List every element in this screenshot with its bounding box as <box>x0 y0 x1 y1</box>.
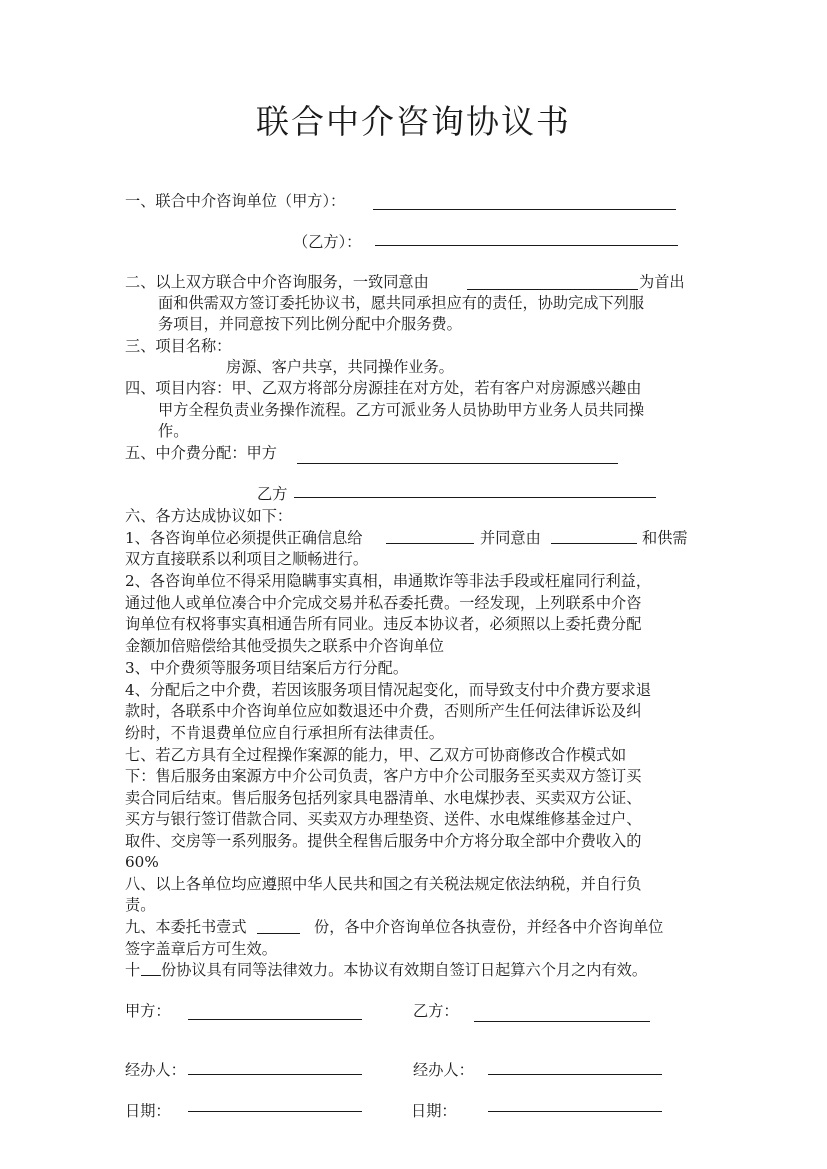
sig-party-a-blank[interactable] <box>188 1019 362 1020</box>
c2-line4: 金额加倍赔偿给其他受损失之联系中介咨询单位 <box>125 637 444 655</box>
s3-project-name: 房源、客户共享，共同操作业务。 <box>226 358 454 376</box>
s8-line2: 责。 <box>125 896 156 914</box>
sig-party-b-label: 乙方： <box>413 1002 459 1020</box>
fee-party-b-blank[interactable] <box>294 497 656 498</box>
s7-line6: 60% <box>125 853 159 871</box>
c1-text-b: 并同意由 <box>480 529 541 547</box>
s8-line1: 八、以上各单位均应遵照中华人民共和国之有关税法规定依法纳税，并自行负 <box>125 875 642 893</box>
c2-line2: 通过他人或单位凑合中介完成交易并私吞委托费。一经发现，上列联系中介咨 <box>125 594 642 612</box>
sig-party-a-label: 甲方： <box>125 1002 171 1020</box>
s2-line1-text: 二、以上双方联合中介咨询服务，一致同意由 <box>125 273 429 291</box>
c1-line2: 双方直接联系以利项目之顺畅进行。 <box>125 550 368 568</box>
sig-date-a-label: 日期： <box>125 1102 171 1120</box>
s9-text-a: 九、本委托书壹式 <box>125 918 247 936</box>
s7-line2: 下：售后服务由案源方中介公司负责，客户方中介公司服务至买卖双方签订买 <box>125 767 642 785</box>
s2-lead-party-blank[interactable] <box>467 289 638 290</box>
sig-agent-b-blank[interactable] <box>488 1074 662 1075</box>
s4-line3: 作。 <box>158 422 189 440</box>
s10-text-b: 份协议具有同等法律效力。本协议有效期自签订日起算六个月之内有效。 <box>161 961 647 979</box>
c1-text-c: 和供需 <box>642 529 688 547</box>
party-b-blank[interactable] <box>375 245 678 246</box>
s10-copies-blank[interactable] <box>141 975 161 976</box>
sig-agent-a-blank[interactable] <box>188 1074 362 1075</box>
sig-date-b-label: 日期： <box>411 1102 457 1120</box>
s7-line4: 买方与银行签订借款合同、买卖双方办理垫资、送件、水电煤维修基金过户、 <box>125 810 642 828</box>
s7-line3: 卖合同后结束。售后服务包括列家具电器清单、水电煤抄表、买卖双方公证、 <box>125 789 642 807</box>
sig-date-a-blank[interactable] <box>188 1111 362 1112</box>
c2-line3: 询单位有权将事实真相通告所有同业。违反本协议者，必须照以上委托费分配 <box>125 615 642 633</box>
party-b-label: （乙方）： <box>293 233 362 251</box>
s5-party-b-label: 乙方 <box>257 485 288 503</box>
s2-line3: 务项目，并同意按下列比例分配中介服务费。 <box>158 315 462 333</box>
c1-blank-2[interactable] <box>551 543 637 544</box>
s6-heading: 六、各方达成协议如下： <box>125 507 293 525</box>
sig-agent-a-label: 经办人： <box>125 1061 186 1079</box>
s4-line1: 四、项目内容：甲、乙双方将部分房源挂在对方处，若有客户对房源感兴趣由 <box>125 379 642 397</box>
s9-line2: 签字盖章后方可生效。 <box>125 940 277 958</box>
c4-line2: 款时，各联系中介咨询单位应如数退还中介费，否则所产生任何法律诉讼及纠 <box>125 702 642 720</box>
s7-line5: 取件、交房等一系列服务。提供全程售后服务中介方将分取全部中介费收入的 <box>125 832 642 850</box>
s2-line1-suffix: 为首出 <box>639 273 685 291</box>
sig-date-b-blank[interactable] <box>488 1111 662 1112</box>
copies-blank[interactable] <box>257 933 300 934</box>
c4-line1: 4、分配后之中介费，若因该服务项目情况起变化，而导致支付中介费方要求退 <box>125 681 652 699</box>
fee-party-a-blank[interactable] <box>297 463 618 464</box>
c4-line3: 纷时，不肯退费单位应自行承担所有法律责任。 <box>125 724 444 742</box>
s3-heading: 三、项目名称： <box>125 337 232 355</box>
s2-line2: 面和供需双方签订委托协议书，愿共同承担应有的责任，协助完成下列服 <box>158 294 644 312</box>
s9-text-b: 份，各中介咨询单位各执壹份，并经各中介咨询单位 <box>314 918 664 936</box>
sig-agent-b-label: 经办人： <box>413 1061 474 1079</box>
c1-blank-1[interactable] <box>386 543 474 544</box>
s5-party-a-label: 五、中介费分配：甲方 <box>125 444 277 462</box>
s7-line1: 七、若乙方具有全过程操作案源的能力，甲、乙双方可协商修改合作模式如 <box>125 746 627 764</box>
party-a-blank[interactable] <box>373 209 676 210</box>
s10-text-a: 十 <box>125 961 141 979</box>
c3-line: 3、中介费须等服务项目结案后方行分配。 <box>125 659 409 677</box>
party-a-label: 一、联合中介咨询单位（甲方）： <box>125 192 346 210</box>
c2-line1: 2、各咨询单位不得采用隐瞒事实真相，串通欺诈等非法手段或枉雇同行利益， <box>125 572 652 590</box>
s4-line2: 甲方全程负责业务操作流程。乙方可派业务人员协助甲方业务人员共同操 <box>158 401 644 419</box>
sig-party-b-blank[interactable] <box>474 1021 650 1022</box>
document-title: 联合中介咨询协议书 <box>256 102 571 141</box>
c1-text-a: 1、各咨询单位必须提供正确信息给 <box>125 529 363 547</box>
